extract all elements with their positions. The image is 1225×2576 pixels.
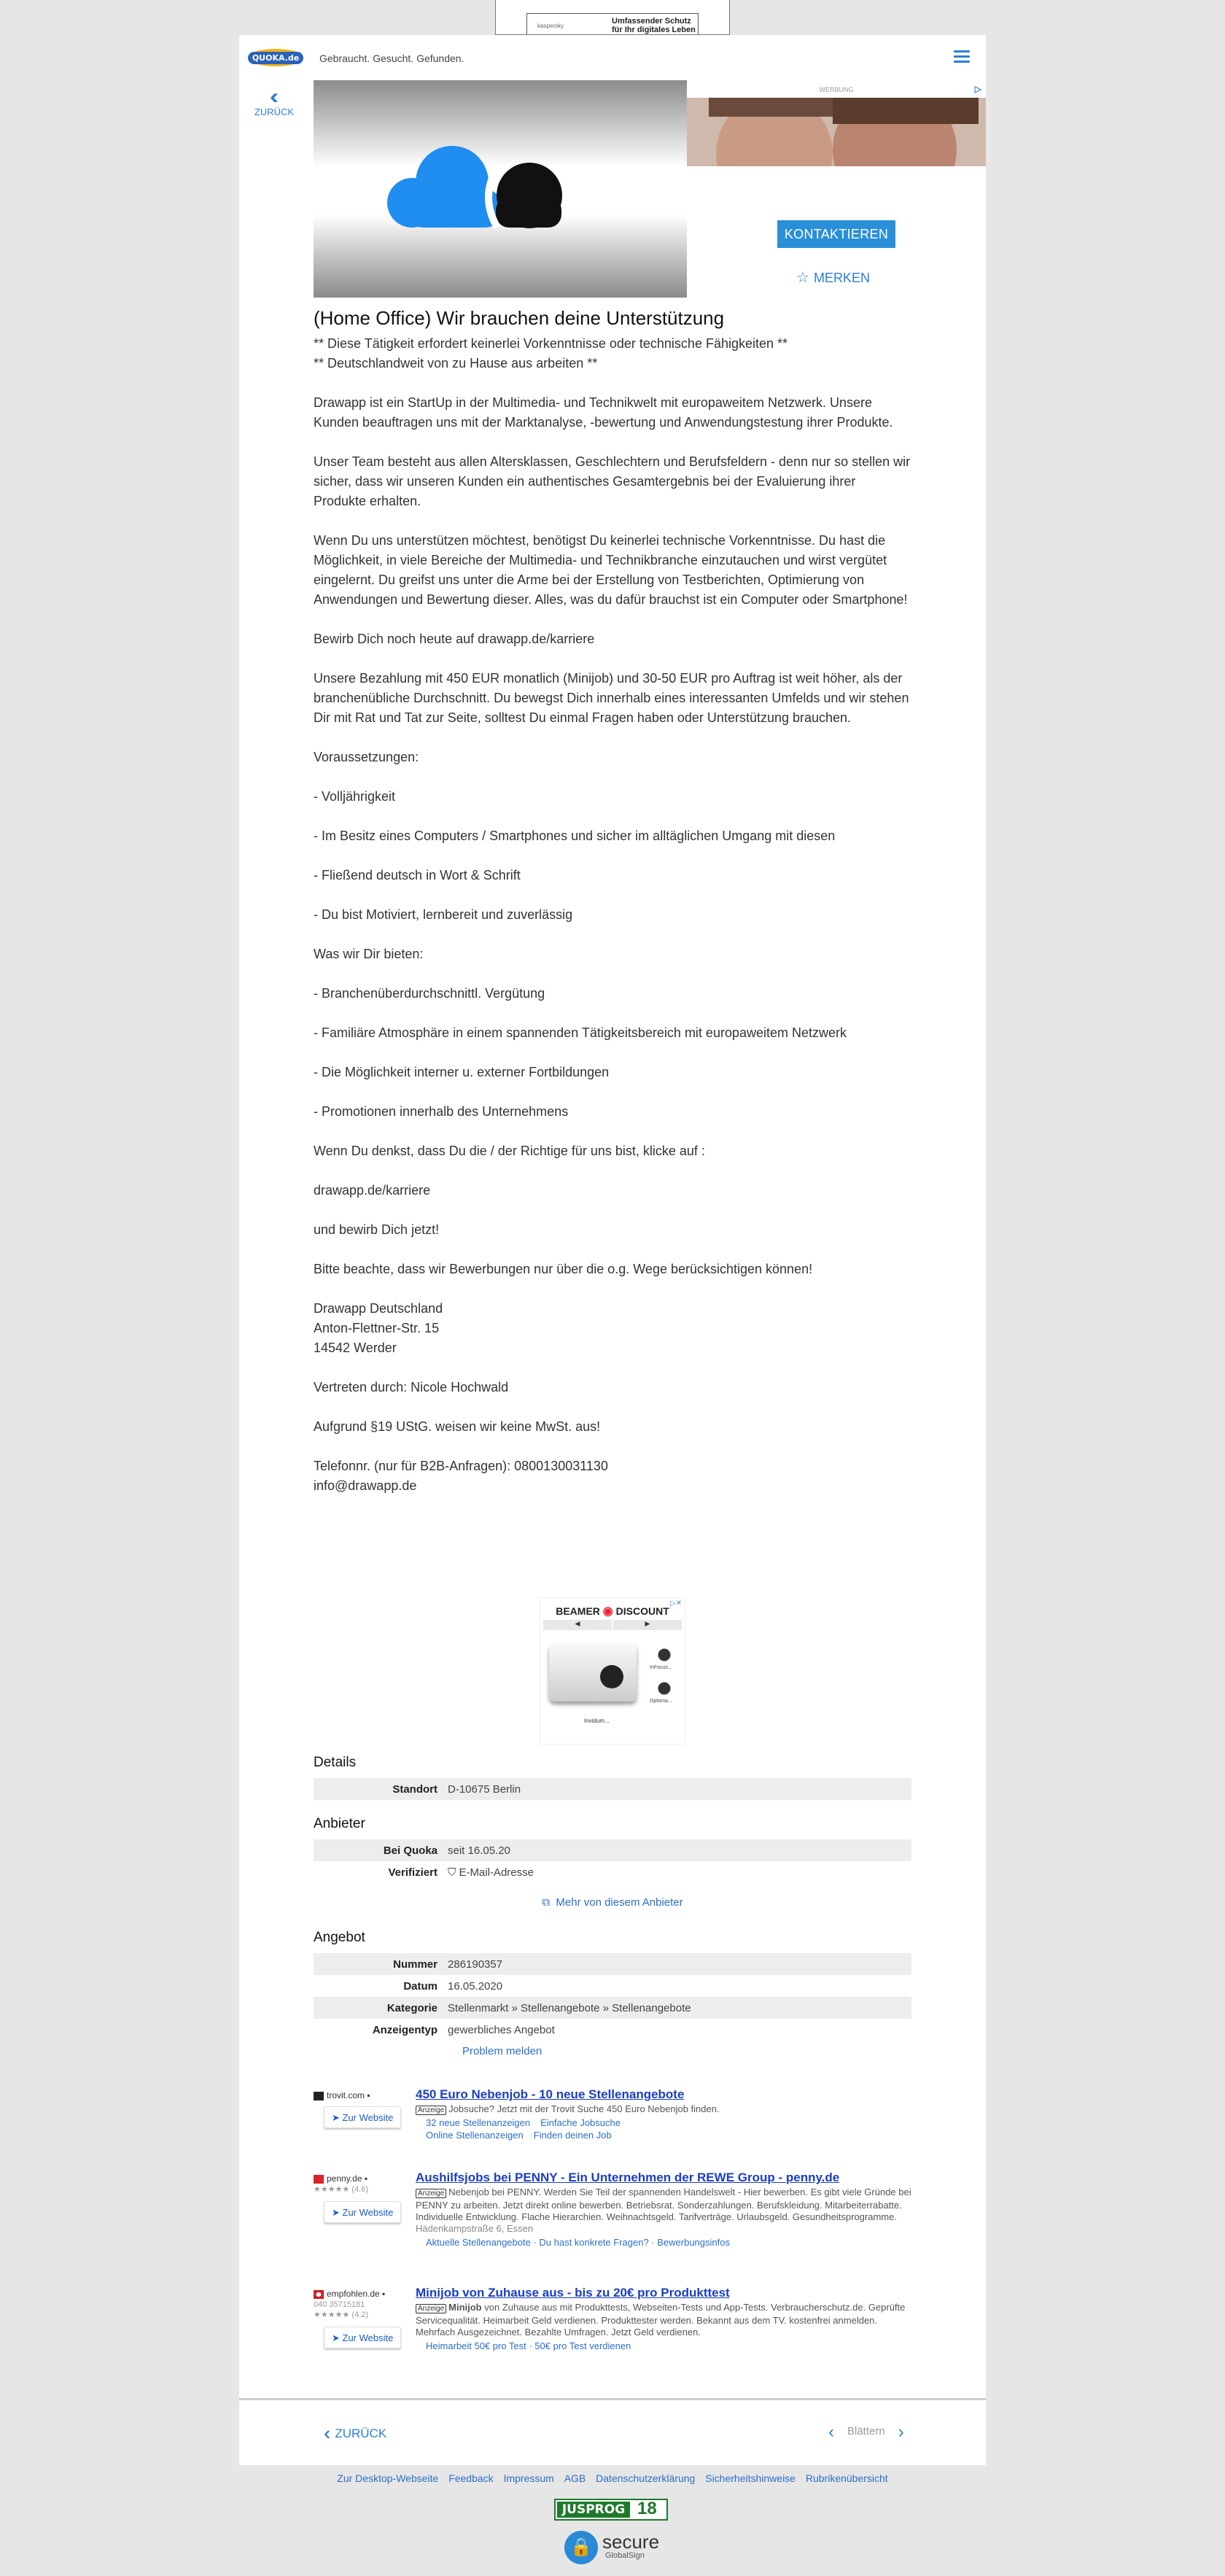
description-paragraph: 14542 Werder — [314, 1341, 397, 1355]
back-button[interactable] — [252, 85, 296, 117]
description-paragraph — [314, 728, 911, 748]
description-paragraph: drawapp.de/karriere — [314, 1183, 431, 1198]
slogan: Gebraucht. Gesucht. Gefunden. — [319, 53, 464, 64]
footer-link[interactable]: Datenschutzerklärung — [596, 2472, 696, 2484]
footer-link[interactable]: Impressum — [503, 2472, 554, 2484]
description-paragraph: info@drawapp.de — [314, 1478, 417, 1493]
ad-prev-button[interactable]: ◀ — [543, 1620, 612, 1630]
hamburger-icon[interactable] — [952, 47, 971, 66]
detail-row: Nummer 286190357 — [314, 1953, 911, 1975]
description-paragraph: Wenn Du uns unterstützen möchtest, benötigst Du keinerlei technische Vorkenntnisse. Du hast die Möglichkeit, in viele Bereiche der Multimedia- und Technikbranche einzutauchen und wirst vergütet eingelernt. Du greifst uns unter die Arme bei der Erstellung von Testberichten, Optimierung von Anwendungen und Bewertung dieser. Alles, was du dafür brauchst ist ein Computer oder Smartphone! — [314, 533, 908, 607]
sitelink[interactable]: Online Stellenanzeigen — [426, 2130, 524, 2141]
description-paragraph: Voraussetzungen: — [314, 750, 419, 764]
description-paragraph — [314, 649, 911, 669]
description-paragraph: Wenn Du denkst, dass Du die / der Richtige für uns bist, klicke auf : — [314, 1144, 705, 1158]
sitelink[interactable]: Aktuelle Stellenangebote · Du hast konkrete Fragen? · Bewerbungsinfos — [426, 2237, 730, 2248]
description-paragraph: ** Diese Tätigkeit erfordert keinerlei Vorkenntnisse oder technische Fähigkeiten ** — [314, 336, 788, 351]
ad-line2: für Ihr digitales Leben — [612, 26, 696, 34]
description-paragraph — [314, 1082, 911, 1102]
visit-website-button[interactable]: ➤ Zur Website — [324, 2327, 401, 2348]
cloud-logo-icon — [314, 80, 687, 298]
listing-image[interactable] — [314, 80, 687, 298]
footer-back-button[interactable]: ‹‹ ZURÜCK — [324, 2422, 387, 2444]
description-paragraph — [314, 610, 911, 629]
visit-website-button[interactable]: ➤ Zur Website — [324, 2201, 401, 2223]
detail-row: Standort D-10675 Berlin — [314, 1778, 911, 1800]
top-banner-ad[interactable] — [495, 0, 730, 35]
offer-section — [314, 1930, 911, 2057]
description-paragraph — [314, 1240, 911, 1260]
footer-link[interactable]: Feedback — [448, 2472, 494, 2484]
ad-line1: Umfassender Schutz — [612, 17, 691, 26]
empfohlen-icon — [314, 2290, 324, 2299]
description-paragraph: - Volljährigkeit — [314, 789, 396, 804]
description-paragraph: Aufgrund §19 UStG. weisen wir keine MwSt. aus! — [314, 1419, 601, 1434]
bottom-navigation — [239, 2398, 986, 2465]
header — [239, 35, 986, 80]
description-paragraph: - Im Besitz eines Computers / Smartphones und sicher im alltäglichen Umgang mit diesen — [314, 829, 836, 843]
chevron-right-icon[interactable]: › — [898, 2422, 904, 2442]
description-paragraph: - Branchenüberdurchschnittl. Vergütung — [314, 986, 545, 1001]
report-problem-link[interactable]: Problem melden — [462, 2045, 542, 2057]
description-paragraph: Drawapp Deutschland — [314, 1301, 443, 1316]
section-heading: Details — [314, 1755, 357, 1770]
description-paragraph: ** Deutschlandweit von zu Hause aus arbeiten ** — [314, 356, 598, 371]
detail-row: Verifiziert ⛉ E-Mail-Adresse — [388, 1866, 534, 1879]
description-paragraph — [314, 964, 911, 984]
sitelink[interactable]: 32 neue Stellenanzeigen — [426, 2117, 531, 2128]
ad-title-link[interactable]: Aushilfsjobs bei PENNY - Ein Unternehmen der REWE Group - penny.de — [416, 2170, 840, 2184]
detail-row: Kategorie Stellenmarkt » Stellenangebote » Stellenangebote — [314, 1997, 911, 2019]
description-paragraph: Telefonnr. (nur für B2B-Anfragen): 0800130031130 — [314, 1459, 608, 1473]
listing-title: (Home Office) Wir brauchen deine Unterstützung — [314, 307, 725, 329]
visit-website-button[interactable]: ➤ Zur Website — [324, 2106, 401, 2128]
description-paragraph: und bewirb Dich jetzt! — [314, 1222, 440, 1237]
listing-content — [314, 306, 911, 1496]
shield-check-icon: ⛉ — [448, 1866, 456, 1879]
provider-section — [314, 1816, 911, 1909]
sitelink[interactable]: Finden deinen Job — [533, 2130, 612, 2141]
description-paragraph: Unser Team besteht aus allen Altersklassen, Geschlechtern und Berufsfeldern - denn nur so stellen wir sicher, dass wir unseren Kunden ein authentisches Gesamtergebnis bei der Evaluierung ihrer Produkte erhalten. — [314, 454, 911, 508]
search-ad-result: penny.de ▪ ★★★★★ (4.6) ➤ Zur Website Aushilfsjobs bei PENNY - Ein Unternehmen der REWE Group - penny.de Anzeige Nebenjob bei PENNY. Werden Sie Teil der spannenden Handelswelt - Hier bewerben. Es gibt viele Gründe bei PENNY zu arbeiten. Jetzt direkt online bewerben. Betriebsrat. Sonderzahlungen. Berufskleidung. Mitarbeiterrabatte. Individuelle Entwicklung. Flache Hierarchien. Weihnachtsgeld. Tarifverträge. Urlaubsgeld. Gesundheitsprogramme. Hädenkampstraße 6, Essen Aktuelle Stellenangebote · Du hast konkrete Fragen? · Bewerbungsinfos — [314, 2170, 911, 2248]
description-paragraph: Anton-Flettner-Str. 15 — [314, 1321, 440, 1335]
description-paragraph — [314, 1161, 911, 1181]
description-paragraph: - Promotionen innerhalb des Unternehmens — [314, 1104, 569, 1119]
description-paragraph — [314, 885, 911, 905]
description-paragraph — [314, 373, 911, 393]
ad-label: WERBUNG — [819, 86, 854, 93]
adchoices-icon[interactable]: ▷✕ — [669, 1599, 682, 1607]
description-paragraph — [314, 925, 911, 944]
page-container — [239, 35, 986, 2465]
description-paragraph: - Familiäre Atmosphäre in einem spannenden Tätigkeitsbereich mit europaweitem Netzwerk — [314, 1025, 847, 1040]
description-paragraph: Bitte beachte, dass wir Bewerbungen nur über die o.g. Wege berücksichtigen können! — [314, 1262, 813, 1276]
description-paragraph — [314, 1122, 911, 1141]
description-paragraph: Was wir Dir bieten: — [314, 947, 424, 961]
quoka-logo[interactable]: QUOKA.de — [248, 49, 303, 66]
footer-link[interactable]: Rubrikenübersicht — [805, 2472, 888, 2484]
side-ad[interactable] — [687, 80, 986, 166]
footer-link[interactable]: Zur Desktop-Webseite — [337, 2472, 439, 2484]
adchoices-icon[interactable]: ▷ — [974, 84, 981, 94]
lock-icon: 🔒 — [564, 2531, 598, 2564]
description-paragraph — [314, 846, 911, 866]
description-paragraph — [314, 432, 911, 452]
penny-icon — [314, 2175, 324, 2184]
ad-next-button[interactable]: ▶ — [613, 1620, 682, 1630]
ad-logo-icon: ◉ — [602, 1605, 613, 1618]
sitelink[interactable]: Einfache Jobsuche — [540, 2117, 621, 2128]
description-paragraph — [314, 1004, 911, 1023]
search-ad-result: empfohlen.de ▪ 040 35715181 ★★★★★ (4.2) ➤ Zur Website Minijob von Zuhause aus - bis zu 20€ pro Produkttest Anzeige Minijob von Zuhause aus mit Produkttests, Webseiten-Tests und App-Tests. Verbraucherschutz.de. Geprüfte Servicequalität. Heimarbeit Geld verdienen. Produkttester werden. Bekannt aus dem TV. kostenfrei anmelden. Mehrfach Ausgezeichnet. Bezahlte Umfragen. Jetzt Geld verdienen. Heimarbeit 50€ pro Test · 50€ pro Test verdienen — [314, 2289, 911, 2383]
description-paragraph: - Die Möglichkeit interner u. externer Fortbildungen — [314, 1065, 610, 1079]
description-paragraph — [314, 511, 911, 531]
contact-button[interactable]: KONTAKTIEREN — [777, 220, 895, 248]
description-paragraph — [314, 1279, 911, 1299]
detail-row: Anzeigentyp gewerbliches Angebot — [372, 2023, 555, 2036]
description-paragraph — [314, 1397, 911, 1417]
listing-description — [314, 334, 911, 1496]
description-paragraph — [314, 1200, 911, 1220]
footer-link[interactable]: Sicherheitshinweise — [705, 2472, 796, 2484]
section-heading: Angebot — [314, 1930, 365, 1945]
trovit-icon — [314, 2092, 324, 2100]
more-from-provider-link[interactable]: ⧉ Mehr von diesem Anbieter — [542, 1896, 683, 1909]
description-paragraph — [314, 807, 911, 826]
detail-row: Datum 16.05.2020 — [403, 1979, 503, 1993]
description-paragraph — [314, 1043, 911, 1063]
product-ad[interactable]: ▷✕ BEAMER ◉ DISCOUNT ◀ ▶ Invidum... InFocus... Optoma... — [540, 1597, 685, 1745]
double-chevron-left-icon: ‹‹ — [270, 85, 273, 109]
double-chevron-left-icon: ‹‹ — [324, 2422, 325, 2444]
ad-brand: kaspersky — [537, 23, 564, 29]
description-paragraph: - Fließend deutsch in Wort & Schrift — [314, 868, 521, 882]
browse-control: ‹ Blättern › — [828, 2422, 904, 2442]
description-paragraph — [314, 767, 911, 787]
back-label: ZURÜCK — [254, 106, 295, 117]
ad-caption: Invidum... — [584, 1718, 610, 1724]
save-button[interactable]: ☆ MERKEN — [796, 270, 870, 286]
jusprog-badge[interactable]: JUSPROG 18 — [554, 2499, 668, 2521]
ad-thumb[interactable]: Optoma... — [650, 1678, 680, 1707]
star-icon: ☆ — [796, 270, 809, 286]
ad-thumb[interactable]: InFocus... — [650, 1645, 680, 1674]
description-paragraph: - Du bist Motiviert, lernbereit und zuverlässig — [314, 907, 573, 922]
details-section — [314, 1755, 911, 1800]
description-paragraph: Unsere Bezahlung mit 450 EUR monatlich (Minijob) und 30-50 EUR pro Auftrag ist weit höher, als der branchenübliche Durchschnitt. Du bewegst Dich innerhalb eines interessanten Umfelds und wir stehen Dir mit Rat und Tat zur Seite, solltest Du einmal Fragen haben oder Unterstützung brauchen. — [314, 671, 909, 725]
sitelink[interactable]: Heimarbeit 50€ pro Test · 50€ pro Test verdienen — [426, 2340, 631, 2351]
chevron-left-icon[interactable]: ‹ — [828, 2422, 834, 2442]
ad-title-link[interactable]: 450 Euro Nebenjob - 10 neue Stellenangebote — [416, 2087, 685, 2101]
ad-title-link[interactable]: Minijob von Zuhause aus - bis zu 20€ pro Produkttest — [416, 2286, 730, 2300]
description-paragraph — [314, 1358, 911, 1378]
globalsign-seal[interactable]: 🔒 secure GlobalSign — [564, 2528, 656, 2569]
description-paragraph: Drawapp ist ein StartUp in der Multimedia- und Technikwelt mit europaweitem Netzwerk. Unsere Kunden beauftragen uns mit der Marktanalyse, -bewertung und Anwendungstestung ihrer Produkte. — [314, 395, 893, 430]
projector-image — [549, 1643, 637, 1702]
search-ad-result: trovit.com ▪ ➤ Zur Website 450 Euro Nebenjob - 10 neue Stellenangebote Anzeige Jobsuche? Jetzt mit der Trovit Suche 450 Euro Nebenjob finden. 32 neue Stellenanzeigen Einfache Jobsuche Online Stellenanzeigen Finden deinen Job — [314, 2090, 911, 2170]
detail-row: Bei Quoka seit 16.05.20 — [314, 1839, 911, 1861]
footer-link[interactable]: AGB — [564, 2472, 586, 2484]
copy-icon: ⧉ — [542, 1896, 551, 1909]
section-heading: Anbieter — [314, 1816, 365, 1831]
footer-links — [0, 2472, 1225, 2484]
description-paragraph: Bewirb Dich noch heute auf drawapp.de/karriere — [314, 632, 595, 646]
description-paragraph — [314, 1437, 911, 1456]
description-paragraph: Vertreten durch: Nicole Hochwald — [314, 1380, 509, 1394]
